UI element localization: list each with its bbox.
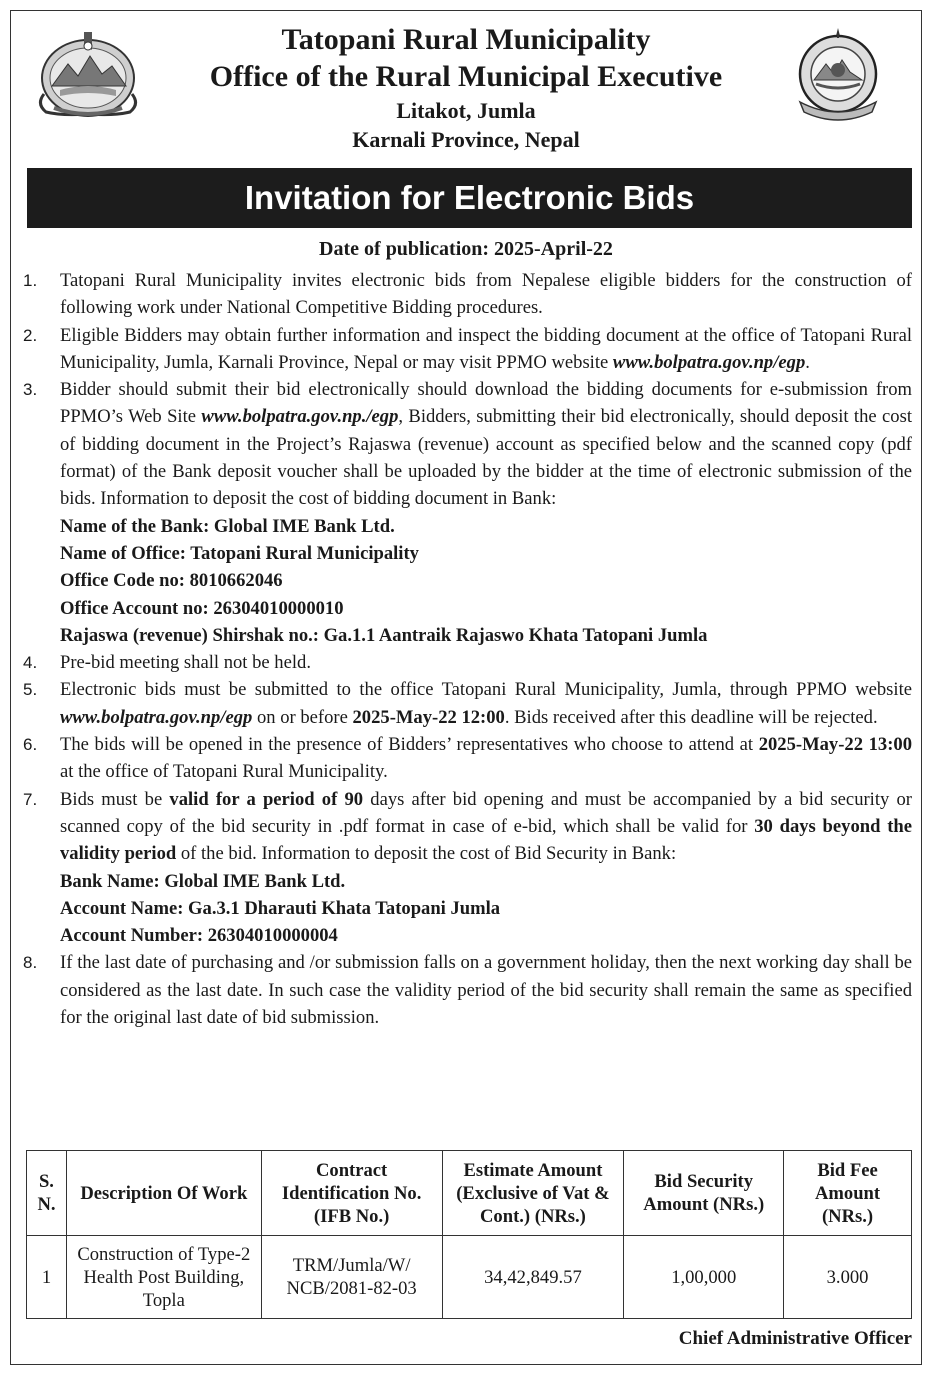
security-account-name: Account Name: Ga.3.1 Dharauti Khata Tatopani Jumla (60, 897, 501, 919)
table-cell: 1 (27, 1236, 67, 1319)
table-cell: 1,00,000 (624, 1236, 784, 1319)
column-header: Bid Fee Amount (NRs.) (784, 1151, 912, 1236)
item-number: 2. (23, 325, 38, 345)
item-number: 3. (23, 380, 38, 400)
item-number: 1. (23, 271, 38, 290)
table-header-row (27, 1151, 912, 1236)
list-item (23, 676, 912, 731)
item-text: The bids will be opened in the presence of Bidders’ representatives who choose to attend at (60, 734, 759, 756)
table-cell: 3.000 (784, 1236, 912, 1319)
ppmo-website-link[interactable]: www.bolpatra.gov.np./egp (201, 406, 399, 428)
security-validity: 30 days beyond the validity period (60, 815, 912, 865)
security-bank-name: Bank Name: Global IME Bank Ltd. (60, 870, 346, 892)
item-text: at the office of Tatopani Rural Municipality. (60, 761, 388, 783)
list-item (23, 322, 912, 377)
item-text-tail: . (805, 351, 810, 373)
item-text: Electronic bids must be submitted to the office Tatopani Rural Municipality, Jumla, through PPMO website (60, 679, 912, 701)
column-header: Estimate Amount (Exclusive of Vat & Cont.) (NRs.) (442, 1151, 624, 1236)
item-text: of the bid. Information to deposit the cost of Bid Security in Bank: (176, 843, 677, 865)
list-item (23, 786, 912, 950)
item-text: Pre-bid meeting shall not be held. (60, 652, 311, 674)
item-text: Tatopani Rural Municipality invites electronic bids from Nepalese eligible bidders for the construction of following work under National Competitive Bidding procedures. (60, 270, 912, 319)
list-item (23, 267, 912, 322)
province-country: Karnali Province, Nepal (352, 127, 580, 152)
municipality-name: Tatopani Rural Municipality (281, 23, 651, 56)
notice-body (23, 267, 912, 1031)
column-header: S. N. (27, 1151, 67, 1236)
item-text: days after bid opening and must be accompanied by a bid security or scanned copy of the bid security in .pdf format in case of e-bid, which shall be valid for (60, 788, 912, 837)
item-text: Bids must be (60, 788, 170, 810)
office-code: Office Code no: 8010662046 (60, 570, 283, 592)
bank-name: Name of the Bank: Global IME Bank Ltd. (60, 515, 395, 537)
bid-details-table (26, 1150, 912, 1319)
item-text: . Bids received after this deadline will be rejected. (504, 706, 878, 728)
validity-period: valid for a period of 90 (169, 788, 364, 810)
item-text: on or before (252, 706, 353, 728)
ppmo-website-link[interactable]: www.bolpatra.gov.np/egp (60, 706, 253, 728)
signoff: Chief Administrative Officer (678, 1328, 912, 1349)
publication-date: Date of publication: 2025-April-22 (319, 238, 613, 260)
item-text: If the last date of purchasing and /or submission falls on a government holiday, then the next working day shall be considered as the last date. In such case the validity period of the bid security shall remain the same as specified for the original last date of bid submission. (60, 952, 912, 1029)
column-header: Contract Identification No. (IFB No.) (261, 1151, 442, 1236)
office-name-detail: Name of Office: Tatopani Rural Municipality (60, 542, 419, 564)
column-header: Bid Security Amount (NRs.) (624, 1151, 784, 1236)
item-text: Bidder should submit their bid electronically should download the bidding documents for e-submission from PPMO’s Web Site (60, 379, 912, 428)
table-cell: TRM/Jumla/W/ NCB/2081-82-03 (261, 1236, 442, 1319)
table-cell: Construction of Type-2 Health Post Building, Topla (66, 1236, 261, 1319)
notice-title-banner: Invitation for Electronic Bids (27, 168, 912, 228)
security-account-number: Account Number: 26304010000004 (60, 925, 338, 947)
opening-datetime: 2025-May-22 13:00 (758, 734, 912, 756)
item-text: Eligible Bidders may obtain further information and inspect the bidding document at the office of Tatopani Rural Municipality, Jumla, Karnali Province, Nepal or may visit PPMO website (60, 324, 912, 373)
column-header: Description Of Work (66, 1151, 261, 1236)
revenue-heading: Rajaswa (revenue) Shirshak no.: Ga.1.1 Aantraik Rajaswo Khata Tatopani Jumla (60, 624, 708, 646)
item-number: 6. (23, 735, 38, 755)
submission-deadline: 2025-May-22 12:00 (352, 706, 505, 728)
list-item (23, 649, 912, 676)
ppmo-website-link[interactable]: www.bolpatra.gov.np/egp (612, 351, 806, 373)
list-item (23, 949, 912, 1031)
table-row (27, 1236, 912, 1319)
office-location: Litakot, Jumla (396, 98, 536, 123)
office-account-number: Office Account no: 26304010000010 (60, 597, 344, 619)
item-number: 8. (23, 953, 38, 973)
item-text: , Bidders, submitting their bid electronically, should deposit the cost of bidding document in the Project’s Rajaswa (revenue) account as specified below and the scanned copy (pdf format) of the Bank deposit voucher shall be uploaded by the bidder at the time of electronic submission of the bids. Information to deposit the cost of bidding document in Bank: (60, 406, 912, 510)
table-cell: 34,42,849.57 (442, 1236, 624, 1319)
item-number: 4. (23, 653, 38, 673)
list-item (23, 376, 912, 649)
item-number: 7. (23, 789, 38, 809)
list-item (23, 731, 912, 786)
item-number: 5. (23, 680, 38, 700)
office-name: Office of the Rural Municipal Executive (209, 60, 723, 93)
